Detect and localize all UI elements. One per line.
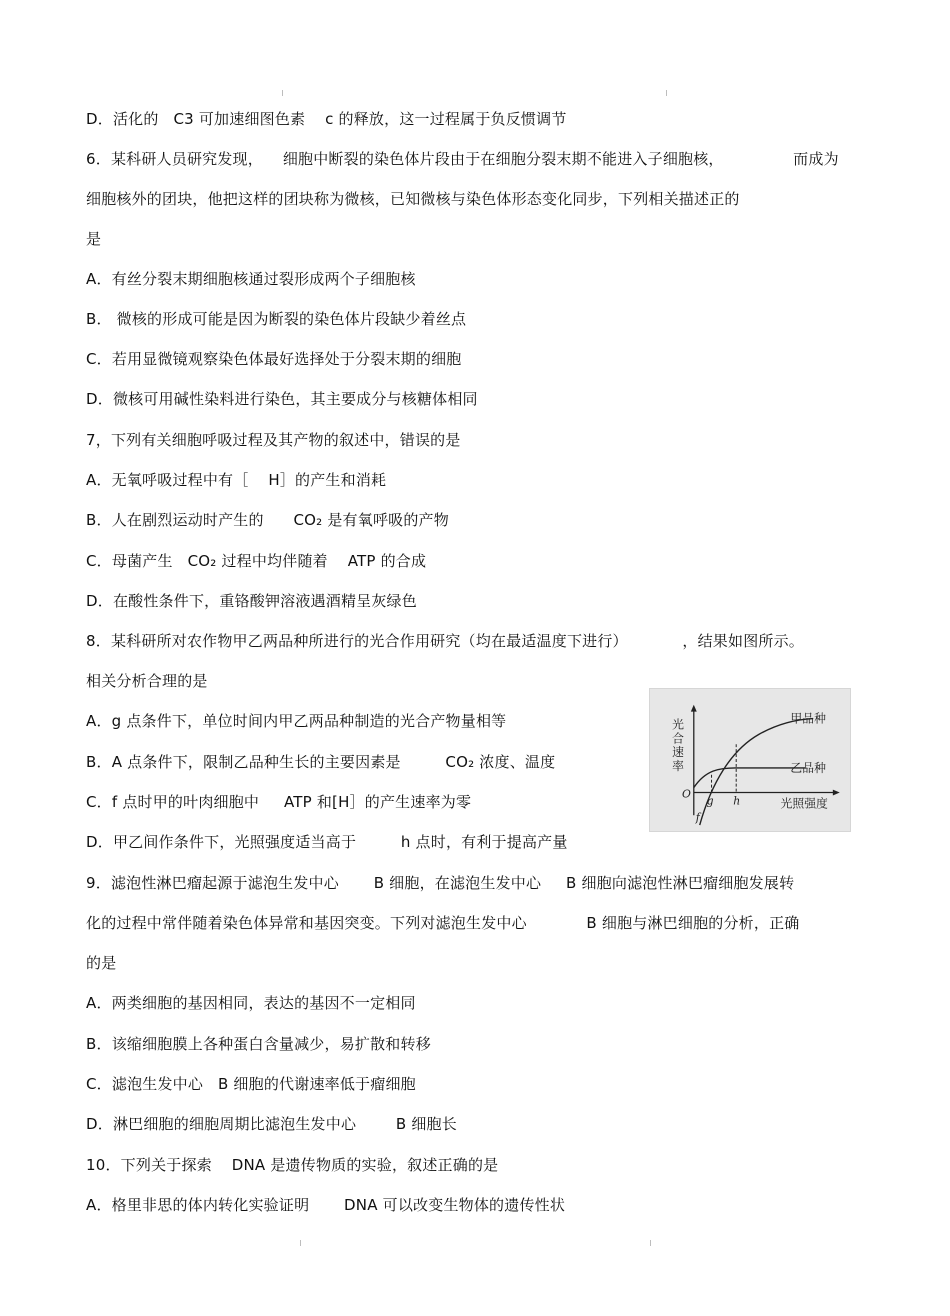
question-text-line: A．格里非思的体内转化实验证明 DNA 可以改变生物体的遗传性状 — [86, 1196, 566, 1214]
y-axis-label — [672, 717, 688, 772]
question-text-line: 化的过程中常伴随着染色体异常和基因突变。下列对滤泡生发中心 B 细胞与淋巴细胞的分析，正确 — [86, 914, 800, 932]
question-text-line: A．有丝分裂末期细胞核通过裂形成两个子细胞核 — [86, 270, 416, 288]
light-response-diagram — [650, 689, 850, 831]
question-text-line: 细胞核外的团块，他把这样的团块称为微核，已知微核与染色体形态变化同步，下列相关描述正的 — [86, 190, 740, 208]
question-text-line: C．母菌产生 CO₂ 过程中均伴随着 ATP 的合成 — [86, 552, 427, 570]
series-label-yi: 乙品种 — [790, 760, 826, 775]
scan-mark — [282, 90, 283, 96]
question-text-line: D．甲乙间作条件下，光照强度适当高于 h 点时，有利于提高产量 — [86, 833, 568, 851]
question-text-line: B．A 点条件下，限制乙品种生长的主要因素是 CO₂ 浓度、温度 — [86, 753, 556, 771]
photosynthesis-figure — [649, 688, 851, 832]
question-text-line: A．无氧呼吸过程中有［ H］的产生和消耗 — [86, 471, 387, 489]
question-text-line: 10．下列关于探索 DNA 是遗传物质的实验，叙述正确的是 — [86, 1156, 499, 1174]
scan-mark — [300, 1240, 301, 1246]
point-label-f: f — [695, 811, 700, 825]
question-text-line: 8．某科研所对农作物甲乙两品种所进行的光合作用研究（均在最适温度下进行） ，结果如图所示。 — [86, 632, 804, 650]
scan-mark — [650, 1240, 651, 1246]
question-text-line: D．活化的 C3 可加速细图色素 c 的释放，这一过程属于负反惯调节 — [86, 110, 567, 128]
y-axis-label-char: 速 — [672, 745, 684, 760]
question-text-line: 7，下列有关细胞呼吸过程及其产物的叙述中，错误的是 — [86, 431, 461, 449]
question-text-line: C．若用显微镜观察染色体最好选择处于分裂末期的细胞 — [86, 350, 462, 368]
question-text-line: 的是 — [86, 954, 117, 972]
question-text-line: B．该缩细胞膜上各种蛋白含量减少，易扩散和转移 — [86, 1035, 431, 1053]
question-text-line: D．淋巴细胞的细胞周期比滤泡生发中心 B 细胞长 — [86, 1115, 457, 1133]
question-text-line: C．f 点时甲的叶肉细胞中 ATP 和[H］的产生速率为零 — [86, 793, 472, 811]
series-label-jia: 甲品种 — [790, 711, 826, 726]
question-text-line: D．在酸性条件下，重铬酸钾溶液遇酒精呈灰绿色 — [86, 592, 417, 610]
x-axis-label: 光照强度 — [780, 796, 828, 811]
question-text-line: C．滤泡生发中心 B 细胞的代谢速率低于瘤细胞 — [86, 1075, 416, 1093]
y-axis-label-char: 光 — [672, 717, 684, 732]
question-text-line: B． 微核的形成可能是因为断裂的染色体片段缺少着丝点 — [86, 310, 467, 328]
question-text-line: A．g 点条件下，单位时间内甲乙两品种制造的光合产物量相等 — [86, 712, 507, 730]
question-text-line: A．两类细胞的基因相同，表达的基因不一定相同 — [86, 994, 416, 1012]
point-label-h: h — [733, 794, 741, 808]
question-text-line: 9．滤泡性淋巴瘤起源于滤泡生发中心 B 细胞，在滤泡生发中心 B 细胞向滤泡性淋巴瘤细胞发展转 — [86, 874, 795, 892]
question-text-line: B．人在剧烈运动时产生的 CO₂ 是有氧呼吸的产物 — [86, 511, 449, 529]
x-axis-arrow — [833, 790, 840, 796]
y-axis-arrow — [691, 705, 697, 712]
question-text-line: 6．某科研人员研究发现， 细胞中断裂的染色体片段由于在细胞分裂末期不能进入子细胞核， 而成为 — [86, 150, 839, 168]
origin-label: O — [681, 787, 691, 801]
question-text-line: D．微核可用碱性染料进行染色，其主要成分与核糖体相同 — [86, 390, 478, 408]
y-axis-label-char: 率 — [672, 758, 684, 773]
question-text-line: 相关分析合理的是 — [86, 672, 208, 690]
scan-mark — [666, 90, 667, 96]
y-axis-label-char: 合 — [672, 731, 684, 746]
question-text-line: 是 — [86, 230, 102, 248]
point-label-g: g — [706, 794, 714, 808]
curve-yi — [694, 768, 806, 788]
